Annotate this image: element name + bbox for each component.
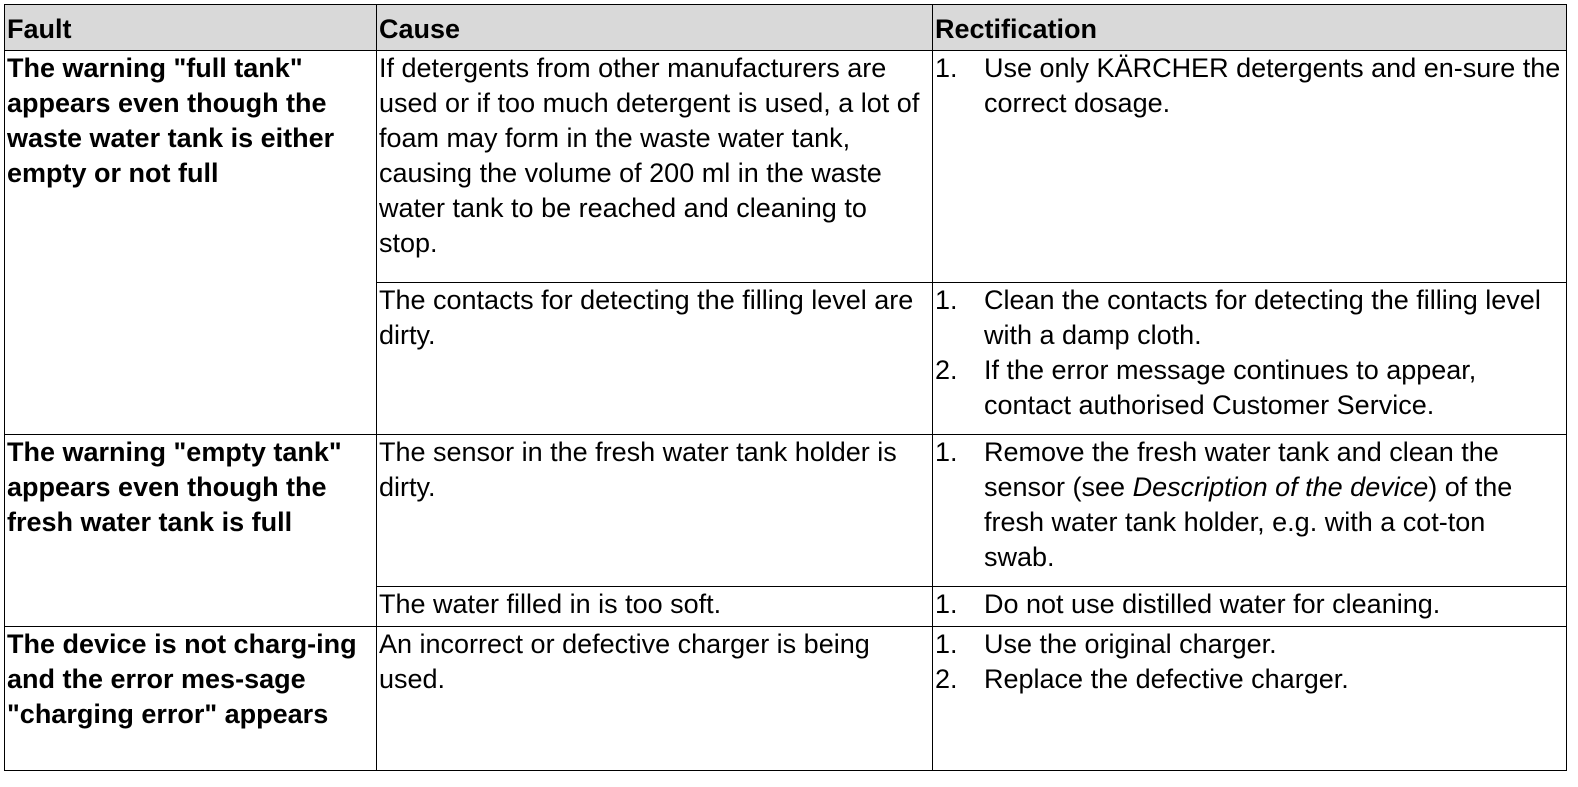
rectification-step (935, 662, 1562, 697)
rectification-cell (933, 627, 1567, 771)
rectification-steps (935, 627, 1562, 697)
cause-cell: The sensor in the fresh water tank holder is dirty. (377, 435, 933, 587)
fault-cell: The device is not charg-ing and the error mes-sage "charging error" appears (5, 627, 377, 771)
rectification-step (935, 353, 1562, 423)
cause-cell: The water filled in is too soft. (377, 587, 933, 627)
fault-cell: The warning "full tank" appears even though the waste water tank is either empty or not full (5, 51, 377, 435)
rectification-cell (933, 435, 1567, 587)
step-text-after: ) of the fresh water tank holder, e.g. with a cot-ton swab. (984, 472, 1513, 572)
cause-cell: An incorrect or defective charger is being used. (377, 627, 933, 771)
cause-cell: The contacts for detecting the filling level are dirty. (377, 283, 933, 435)
header-row (5, 5, 1567, 51)
header-cause: Cause (377, 5, 933, 51)
cross-reference: Description of the device (1132, 472, 1429, 502)
rectification-steps (935, 587, 1562, 622)
rectification-steps (935, 435, 1562, 575)
rectification-cell (933, 587, 1567, 627)
rectification-step (935, 627, 1562, 662)
header-rectification: Rectification (933, 5, 1567, 51)
step-text: If the error message continues to appear, contact authorised Customer Service. (984, 355, 1477, 420)
step-text-before: Remove the fresh water tank and clean the sensor (see (984, 437, 1499, 502)
step-text (984, 435, 1562, 575)
step-text: Use only KÄRCHER detergents and en-sure the correct dosage. (984, 53, 1561, 118)
rectification-steps (935, 283, 1562, 423)
table-row (5, 627, 1567, 771)
step-number: 1. (935, 53, 958, 83)
fault-cell: The warning "empty tank" appears even though the fresh water tank is full (5, 435, 377, 627)
step-number: 1. (935, 437, 958, 467)
table-row (5, 435, 1567, 587)
cause-cell: If detergents from other manufacturers are used or if too much detergent is used, a lot of foam may form in the waste water tank, causing the volume of 200 ml in the waste water tank to be reached and cleaning to stop. (377, 51, 933, 283)
step-text: Replace the defective charger. (984, 664, 1349, 694)
step-text: Do not use distilled water for cleaning. (984, 589, 1441, 619)
troubleshooting-table (4, 4, 1567, 771)
rectification-step (935, 587, 1562, 622)
rectification-cell (933, 283, 1567, 435)
step-text: Clean the contacts for detecting the filling level with a damp cloth. (984, 285, 1541, 350)
step-number: 2. (935, 355, 958, 385)
rectification-steps (935, 51, 1562, 121)
table-row (5, 51, 1567, 283)
step-number: 1. (935, 589, 958, 619)
step-number: 1. (935, 285, 958, 315)
rectification-step (935, 51, 1562, 121)
step-number: 2. (935, 664, 958, 694)
rectification-step (935, 283, 1562, 353)
rectification-cell (933, 51, 1567, 283)
step-text: Use the original charger. (984, 629, 1277, 659)
header-fault: Fault (5, 5, 377, 51)
step-number: 1. (935, 629, 958, 659)
rectification-step (935, 435, 1562, 575)
